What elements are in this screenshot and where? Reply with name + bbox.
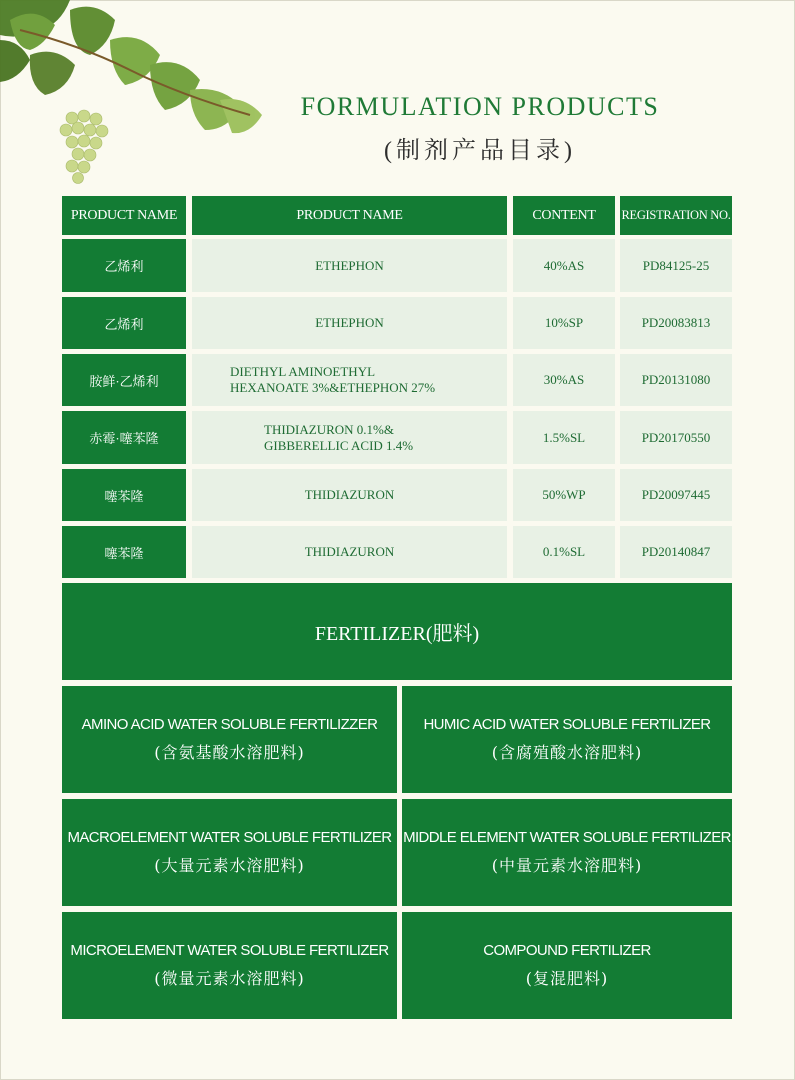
fertilizer-card-macroelement — [62, 799, 397, 906]
fertilizer-card-title: MIDDLE ELEMENT WATER SOLUBLE FERTILIZER — [403, 829, 731, 846]
column-header-content: CONTENT — [513, 196, 615, 235]
fertilizer-card-subtitle: (含腐殖酸水溶肥料) — [491, 743, 643, 762]
fertilizer-card-title: HUMIC ACID WATER SOLUBLE FERTILIZER — [423, 716, 711, 733]
product-name-line: THIDIAZURON 0.1%& — [264, 421, 394, 437]
table-row-registration: PD20131080 — [620, 354, 732, 406]
fertilizer-card-microelement — [62, 912, 397, 1019]
fertilizer-card-subtitle: (含氨基酸水溶肥料) — [154, 743, 305, 762]
table-row-content: 30%AS — [513, 354, 615, 406]
column-header-product-name-cn: PRODUCT NAME — [62, 196, 186, 235]
table-row-cn-name: 赤霉·噻苯隆 — [62, 411, 186, 464]
table-row-product-name: THIDIAZURON — [192, 526, 507, 578]
page-title: FORMULATION PRODUCTS — [300, 92, 660, 121]
table-row-content: 10%SP — [513, 297, 615, 349]
table-row-product-name: THIDIAZURON — [192, 469, 507, 521]
fertilizer-card-middle-element — [402, 799, 732, 906]
table-row-content: 50%WP — [513, 469, 615, 521]
column-header-product-name: PRODUCT NAME — [192, 196, 507, 235]
fertilizer-card-title: AMINO ACID WATER SOLUBLE FERTILIZZER — [81, 716, 378, 733]
table-row-cn-name: 噻苯隆 — [62, 469, 186, 521]
table-row-content: 40%AS — [513, 239, 615, 292]
product-name-line: GIBBERELLIC ACID 1.4% — [264, 437, 414, 453]
table-row-content: 1.5%SL — [513, 411, 615, 464]
fertilizer-card-title: MICROELEMENT WATER SOLUBLE FERTILIZER — [70, 942, 389, 959]
table-row-registration: PD20097445 — [620, 469, 732, 521]
table-row-cn-name: 乙烯利 — [62, 297, 186, 349]
fertilizer-card-subtitle: (大量元素水溶肥料) — [154, 856, 305, 875]
fertilizer-card-subtitle: (复混肥料) — [525, 969, 609, 988]
fertilizer-card-compound — [402, 912, 732, 1019]
table-row-registration: PD20140847 — [620, 526, 732, 578]
table-row-product-name — [192, 354, 507, 406]
table-row-cn-name: 胺鲜·乙烯利 — [62, 354, 186, 406]
table-row-cn-name: 乙烯利 — [62, 239, 186, 292]
table-row-product-name: ETHEPHON — [192, 297, 507, 349]
table-row-cn-name: 噻苯隆 — [62, 526, 186, 578]
product-name-line: HEXANOATE 3%&ETHEPHON 27% — [230, 380, 436, 395]
table-row-product-name: ETHEPHON — [192, 239, 507, 292]
fertilizer-section-title: FERTILIZER(肥料) — [62, 583, 732, 680]
fertilizer-card-subtitle: (中量元素水溶肥料) — [491, 856, 643, 875]
table-row-content: 0.1%SL — [513, 526, 615, 578]
product-name-line: DIETHYL AMINOETHYL — [230, 364, 376, 379]
table-row-registration: PD84125-25 — [620, 239, 732, 292]
table-row-registration: PD20170550 — [620, 411, 732, 464]
column-header-registration-no: REGISTRATION NO. — [620, 196, 732, 235]
fertilizer-card-title: COMPOUND FERTILIZER — [483, 942, 651, 959]
grape-vine-icon — [0, 0, 270, 200]
fertilizer-card-subtitle: (微量元素水溶肥料) — [154, 969, 305, 988]
table-row-product-name — [192, 411, 507, 464]
page-subtitle: (制剂产品目录) — [384, 138, 576, 164]
table-row-registration: PD20083813 — [620, 297, 732, 349]
fertilizer-card-title: MACROELEMENT WATER SOLUBLE FERTILIZER — [67, 829, 392, 846]
fertilizer-card-humic-acid — [402, 686, 732, 793]
fertilizer-card-amino-acid — [62, 686, 397, 793]
